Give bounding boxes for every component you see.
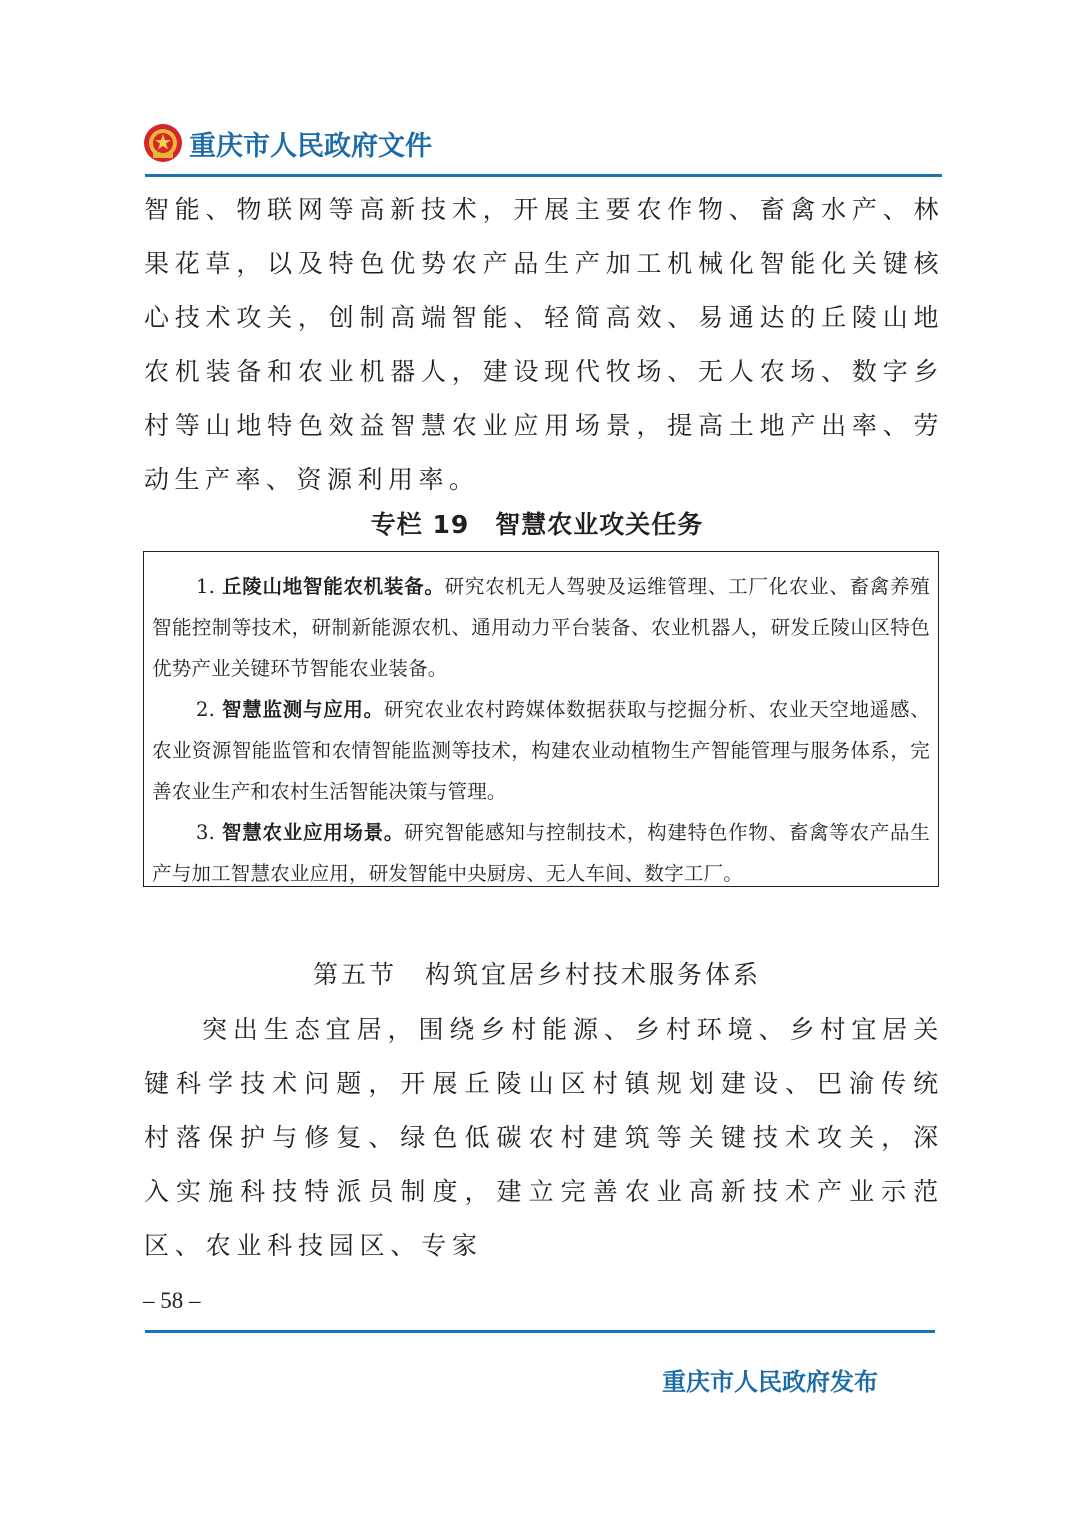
item-text: 研究农机无人驾驶及运维管理、工厂化农业、畜禽养殖智能控制等技术，研制新能源农机、通用动力平台装备、农业机器人，研发丘陵山区特色优势产业关键环节智能农业装备。 xyxy=(152,575,930,680)
page-number: – 58 – xyxy=(143,1288,201,1313)
body-paragraph-2: 突出生态宜居，围绕乡村能源、乡村环境、乡村宜居关键科学技术问题，开展丘陵山区村镇规划建设、巴渝传统村落保护与修复、绿色低碳农村建筑等关键技术攻关，深入实施科技特派员制度，建立完善农业高新技术产业示范区、农业科技园区、专家 xyxy=(144,1015,944,1260)
header-title: 重庆市人民政府文件 xyxy=(189,130,432,162)
item-number: 1. xyxy=(196,575,216,598)
item-text: 研究农业农村跨媒体数据获取与挖掘分析、农业天空地遥感、农业资源智能监管和农情智能监测等技术，构建农业动植物生产智能管理与服务体系，完善农业生产和农村生活智能决策与管理。 xyxy=(152,698,930,803)
document-header xyxy=(143,118,432,168)
box-item-2 xyxy=(152,689,930,812)
box-item-3 xyxy=(152,812,930,894)
box-title: 专栏 19 智慧农业攻关任务 xyxy=(370,510,704,539)
section-title: 第五节 构筑宜居乡村技术服务体系 xyxy=(312,960,761,989)
header-divider xyxy=(145,174,942,177)
item-text: 研究智能感知与控制技术，构建特色作物、畜禽等农产品生产与加工智慧农业应用，研发智能中央厨房、无人车间、数字工厂。 xyxy=(152,821,930,885)
item-lead: 丘陵山地智能农机装备。 xyxy=(221,575,445,598)
body-paragraph-1: 智能、物联网等高新技术，开展主要农作物、畜禽水产、林果花草，以及特色优势农产品生产加工机械化智能化关键核心技术攻关，创制高端智能、轻简高效、易通达的丘陵山地农机装备和农业机器人，建设现代牧场、无人农场、数字乡村等山地特色效益智慧农业应用场景，提高土地产出率、劳动生产率、资源利用率。 xyxy=(144,195,944,494)
item-lead: 智慧监测与应用。 xyxy=(221,698,384,721)
national-emblem-icon xyxy=(143,123,183,163)
box-item-1 xyxy=(152,566,930,689)
footer-publisher: 重庆市人民政府发布 xyxy=(662,1368,878,1396)
item-number: 2. xyxy=(196,698,216,721)
item-number: 3. xyxy=(196,821,216,844)
item-lead: 智慧农业应用场景。 xyxy=(221,821,405,844)
footer-divider xyxy=(145,1330,935,1333)
column-box xyxy=(143,551,939,887)
